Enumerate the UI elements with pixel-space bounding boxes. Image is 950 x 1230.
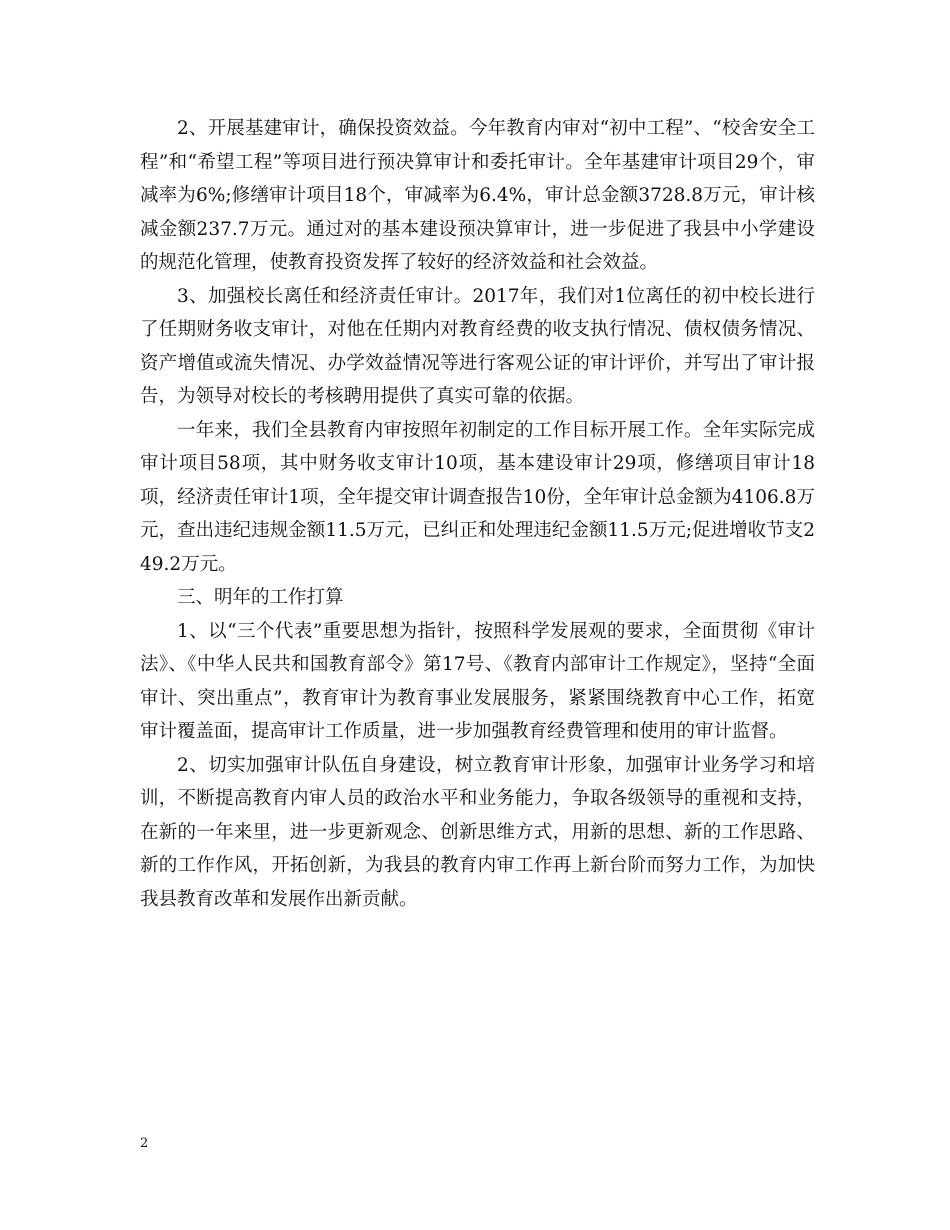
paragraph-principal-audit: 3、加强校长离任和经济责任审计。2017年，我们对1位离任的初中校长进行了任期财务收支审计，对他在任期内对教育经费的收支执行情况、债权债务情况、资产增值或流失情况、办学效益情况等进行客观公证的审计评价，并写出了审计报告，为领导对校长的考核聘用提供了真实可靠的依据。 xyxy=(140,285,815,407)
page-number: 2 xyxy=(140,1136,149,1151)
document-body xyxy=(140,112,815,916)
paragraph-plan-item-2: 2、切实加强审计队伍自身建设，树立教育审计形象，加强审计业务学习和培训，不断提高教育内审人员的政治水平和业务能力，争取各级领导的重视和支持，在新的一年来里，进一步更新观念、创新思维方式，用新的思想、新的工作思路、新的工作作风，开拓创新，为我县的教育内审工作再上新台阶而努力工作，为加快我县教育改革和发展作出新贡献。 xyxy=(140,754,815,910)
paragraph-infrastructure-audit: 2、开展基建审计，确保投资效益。今年教育内审对“初中工程”、“校舍安全工程”和“希望工程”等项目进行预决算审计和委托审计。全年基建审计项目29个，审减率为6%;修缮审计项目18个，审减率为6.4%，审计总金额3728.8万元，审计核减金额237.7万元。通过对的基本建设预决算审计，进一步促进了我县中小学建设的规范化管理，使教育投资发挥了较好的经济效益和社会效益。 xyxy=(140,118,815,273)
paragraph-year-summary: 一年来，我们全县教育内审按照年初制定的工作目标开展工作。全年实际完成审计项目58项，其中财务收支审计10项，基本建设审计29项，修缮项目审计18项，经济责任审计1项，全年提交审计调查报告10份，全年审计总金额为4106.8万元，查出违纪违规金额11.5万元，已纠正和处理违纪金额11.5万元;促进增收节支249.2万元。 xyxy=(140,419,815,575)
section-heading-next-year-plan: 三、明年的工作打算 xyxy=(177,587,344,608)
paragraph-plan-item-1: 1、以“三个代表”重要思想为指针，按照科学发展观的要求，全面贯彻《审计法》、《中华人民共和国教育部令》第17号、《教育内部审计工作规定》，坚持“全面审计、突出重点”，教育审计为教育事业发展服务，紧紧围绕教育中心工作，拓宽审计覆盖面，提高审计工作质量，进一步加强教育经费管理和使用的审计监督。 xyxy=(140,620,815,742)
